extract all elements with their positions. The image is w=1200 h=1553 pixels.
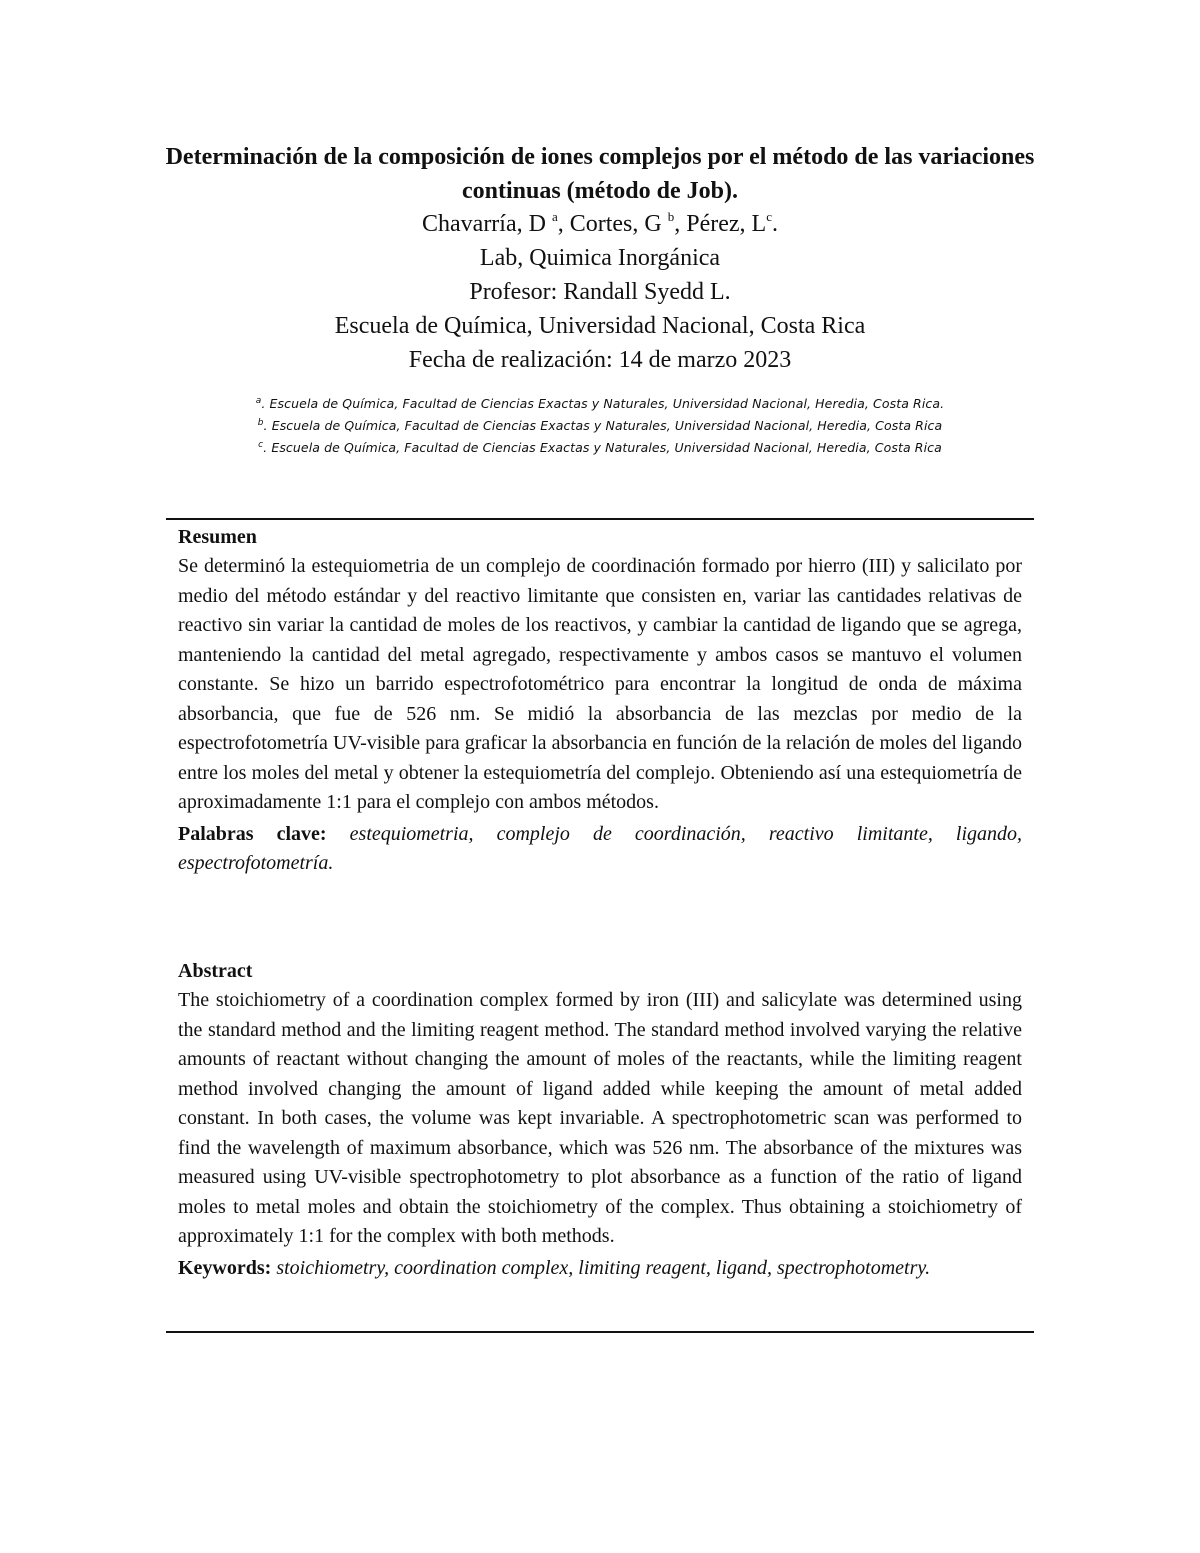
author-mark-c: c	[766, 209, 772, 224]
abstract-body: The stoichiometry of a coordination complex formed by iron (III) and salicylate was determined using the standard method and the limiting reagent method. The standard method involved varying the relative amounts of reactant without changing the amount of moles of the reactants, while the limiting reagent method involved changing the amount of ligand added while keeping the amount of metal added constant. In both cases, the volume was kept invariable. A spectrophotometric scan was performed to find the wavelength of maximum absorbance, which was 526 nm. The absorbance of the mixtures was measured using UV-visible spectrophotometry to plot absorbance as a function of the ratio of ligand moles to metal moles and obtain the stoichiometry of the complex. Thus obtaining a stoichiometry of approximately 1:1 for the complex with both methods.	[178, 989, 1022, 1247]
abstract-heading: Abstract	[178, 960, 253, 982]
resumen-keywords-list: estequiometria, complejo de coordinación, reactivo limitante, ligando, espectrofotometría.	[178, 822, 1022, 874]
affiliation-c	[150, 437, 1050, 459]
bottom-rule	[166, 1331, 1034, 1333]
author-cortes: , Cortes, G	[557, 211, 668, 237]
author-end: .	[771, 211, 778, 237]
abstract-keywords	[178, 1254, 1022, 1284]
affiliation-b	[150, 415, 1050, 437]
author-mark-b: b	[667, 209, 675, 224]
resumen-heading: Resumen	[178, 526, 257, 548]
resumen-section	[178, 522, 1022, 879]
affiliation-text: . Escuela de Química, Facultad de Ciencias Exactas y Naturales, Universidad Nacional, Heredia, Costa Rica	[263, 418, 943, 433]
affiliation-mark: a	[255, 396, 262, 406]
paper-title: Determinación de la composición de iones complejos por el método de las variaciones continuas (método de Job).	[165, 144, 1035, 204]
professor-line: Profesor: Randall Syedd L.	[469, 279, 731, 305]
affiliations	[150, 393, 1050, 459]
top-rule	[166, 518, 1034, 520]
date-line: Fecha de realización: 14 de marzo 2023	[408, 347, 792, 373]
affiliation-text: . Escuela de Química, Facultad de Ciencias Exactas y Naturales, Universidad Nacional, Heredia, Costa Rica	[263, 440, 942, 455]
resumen-body: Se determinó la estequiometria de un complejo de coordinación formado por hierro (III) y salicilato por medio del método estándar y del reactivo limitante que consisten en, variar las cantidades relativas de reactivo sin variar la cantidad de moles de los reactivos, y cambiar la cantidad de ligando que se agrega, manteniendo la cantidad del metal agregado, respectivamente y ambos casos se mantuvo el volumen constante. Se hizo un barrido espectrofotométrico para encontrar la longitud de onda de máxima absorbancia, que fue de 526 nm. Se midió la absorbancia de las mezclas por medio de la espectrofotometría UV-visible para graficar la absorbancia en función de la relación de moles del ligando entre los moles del metal y obtener la estequiometría del complejo. Obteniendo así una estequiometría de aproximadamente 1:1 para el complejo con ambos métodos.	[178, 555, 1022, 813]
affiliation-text: . Escuela de Química, Facultad de Ciencias Exactas y Naturales, Universidad Nacional, Heredia, Costa Rica.	[261, 396, 945, 411]
resumen-keywords	[178, 820, 1022, 879]
abstract-section	[178, 956, 1022, 1283]
resumen-keywords-label: Palabras clave:	[178, 822, 327, 845]
author-perez: , Pérez, L	[674, 211, 767, 237]
author-chavarria: Chavarría, D	[422, 211, 552, 237]
affiliation-a	[150, 393, 1050, 415]
abstract-keywords-label: Keywords:	[178, 1256, 272, 1279]
author-line	[150, 208, 1050, 240]
abstract-keywords-list: stoichiometry, coordination complex, limiting reagent, ligand, spectrophotometry.	[276, 1256, 931, 1279]
affiliation-mark: c	[258, 440, 264, 450]
author-mark-a: a	[551, 209, 558, 224]
affiliation-mark: b	[257, 418, 264, 428]
lab-line: Lab, Quimica Inorgánica	[479, 245, 721, 271]
school-line: Escuela de Química, Universidad Nacional, Costa Rica	[334, 313, 866, 339]
